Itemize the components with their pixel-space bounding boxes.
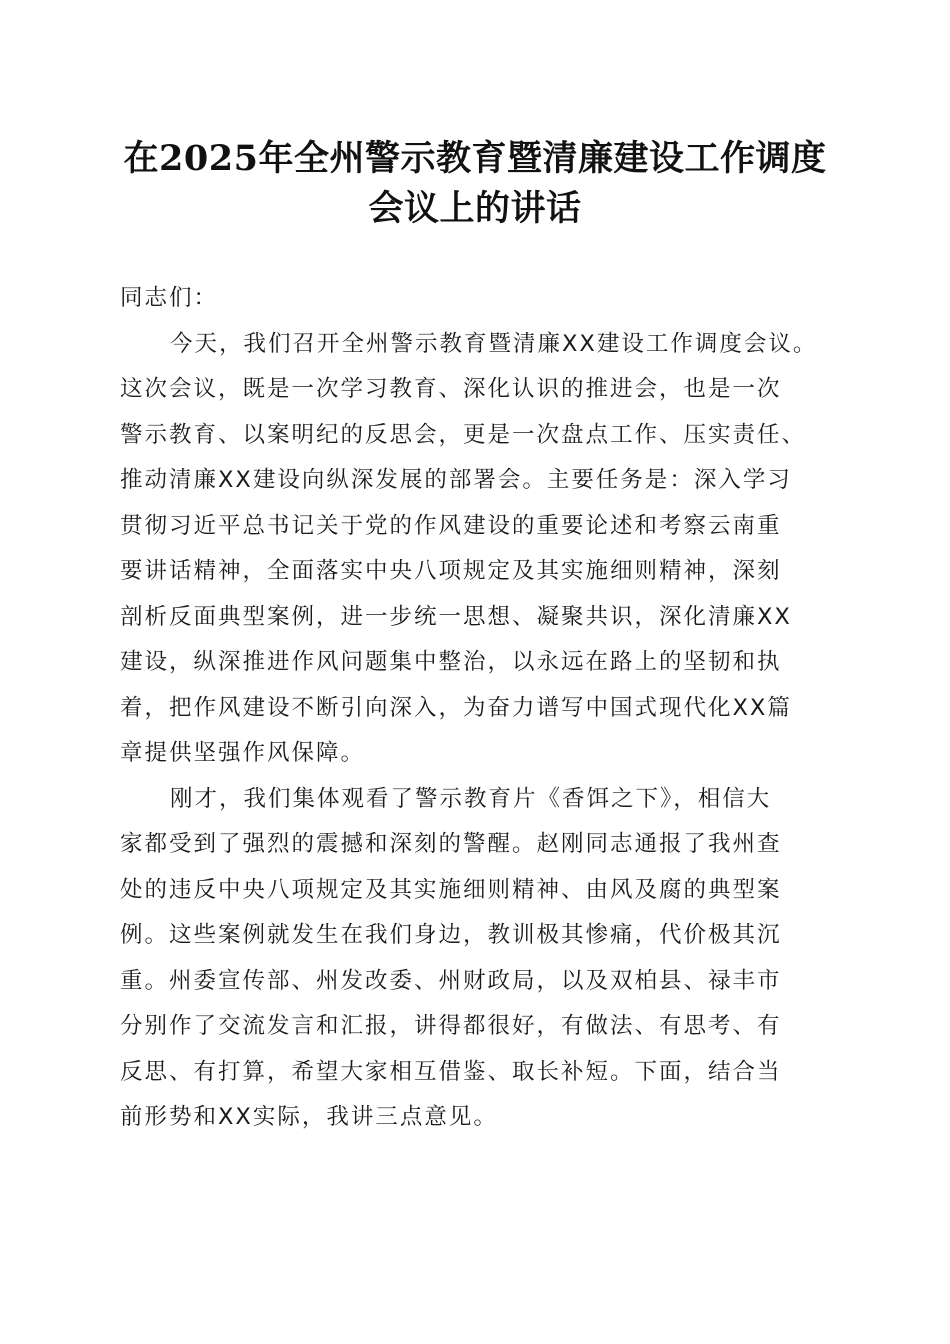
title-line-1: 在2025年全州警示教育暨清廉建设工作调度 — [123, 138, 827, 179]
title-line-2: 会议上的讲话 — [368, 188, 582, 229]
paragraph-line: 警示教育、以案明纪的反思会，更是一次盘点工作、压实责任、 — [120, 421, 807, 448]
document-body — [120, 276, 838, 1141]
document-title — [100, 134, 850, 234]
paragraph-line: 重。州委宣传部、州发改委、州财政局，以及双柏县、禄丰市 — [120, 967, 782, 994]
paragraph-line: 这次会议，既是一次学习教育、深化认识的推进会，也是一次 — [120, 376, 782, 402]
paragraph-1 — [120, 322, 838, 777]
paragraph-line: 例。这些案例就发生在我们身边，教训极其惨痛，代价极其沉 — [120, 922, 782, 948]
paragraph-line: 剖析反面典型案例，进一步统一思想、凝聚共识，深化清廉XX — [120, 603, 792, 630]
paragraph-line: 反思、有打算，希望大家相互借鉴、取长补短。下面，结合当 — [120, 1058, 782, 1085]
paragraph-line: 前形势和XX实际，我讲三点意见。 — [120, 1104, 498, 1130]
salutation: 同志们： — [120, 285, 219, 311]
paragraph-line: 分别作了交流发言和汇报，讲得都很好，有做法、有思考、有 — [120, 1013, 782, 1039]
paragraph-line: 建设，纵深推进作风问题集中整治，以永远在路上的坚韧和执 — [120, 649, 782, 675]
paragraph-line: 着，把作风建设不断引向深入，为奋力谱写中国式现代化XX篇 — [120, 694, 792, 721]
paragraph-2 — [120, 777, 838, 1141]
paragraph-line: 处的违反中央八项规定及其实施细则精神、由风及腐的典型案 — [120, 876, 782, 903]
paragraph-line: 章提供坚强作风保障。 — [120, 740, 366, 766]
paragraph-line: 推动清廉XX建设向纵深发展的部署会。主要任务是：深入学习 — [120, 467, 792, 493]
paragraph-line: 刚才，我们集体观看了警示教育片《香饵之下》，相信大 — [170, 785, 772, 812]
paragraph-line: 今天，我们召开全州警示教育暨清廉XX建设工作调度会议。 — [170, 330, 818, 357]
paragraph-line: 要讲话精神，全面落实中央八项规定及其实施细则精神，深刻 — [120, 558, 782, 584]
paragraph-line: 贯彻习近平总书记关于党的作风建设的重要论述和考察云南重 — [120, 512, 782, 539]
paragraph-line: 家都受到了强烈的震撼和深刻的警醒。赵刚同志通报了我州查 — [120, 831, 782, 857]
